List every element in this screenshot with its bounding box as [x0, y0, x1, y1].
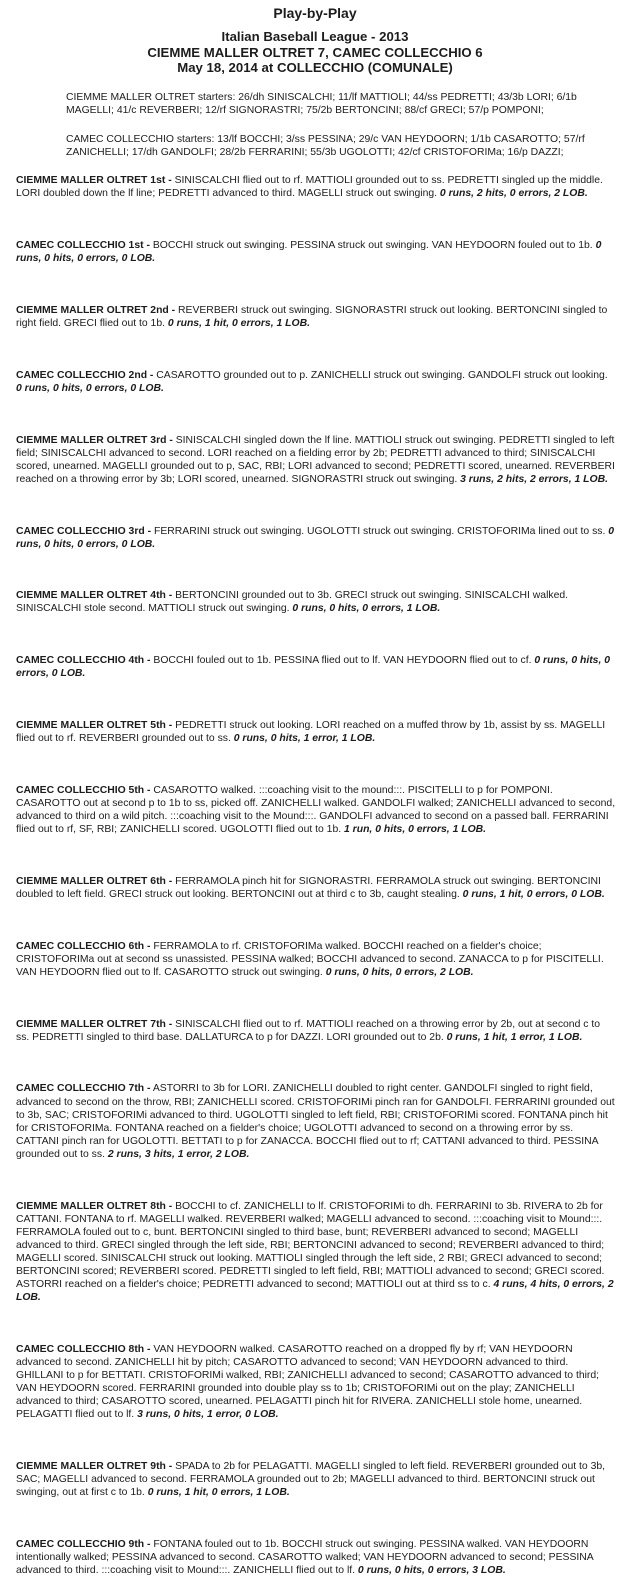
half-inning-summary: 0 runs, 0 hits, 0 errors, 2 LOB. [325, 966, 474, 978]
half-inning-plays: FONTANA fouled out to 1b. BOCCHI struck out swinging. PESSINA walked. VAN HEYDOORN intentionally walked; PESSINA advanced to second. CASAROTTO walked; VAN HEYDOORN advanced to second; PESSINA advanced to third. :::coaching visit to Mound:::. ZANICHELLI flied out to lf. [16, 1539, 594, 1577]
half-inning-team: CAMEC COLLECCHIO 5th - [16, 784, 151, 796]
half-inning-summary: 0 runs, 0 hits, 0 errors, 0 LOB. [16, 655, 611, 680]
league-name: Italian Baseball League - 2013 [221, 28, 409, 44]
innings-list [0, 174, 630, 1577]
half-inning-summary: 1 run, 0 hits, 0 errors, 1 LOB. [344, 824, 487, 836]
starters-visitor: CIEMME MALLER OLTRET starters: 26/dh SINISCALCHI; 11/lf MATTIOLI; 44/ss PEDRETTI; 43/3b LORI; 6/1b MAGELLI; 41/c REVERBERI; 12/rf SIGNORASTRI; 75/2b BERTONCINI; 88/cf GRECI; 57/p POMPONI; [66, 92, 577, 117]
half-inning [16, 1538, 616, 1577]
starters-home: CAMEC COLLECCHIO starters: 13/lf BOCCHI; 3/ss PESSINA; 29/c VAN HEYDOORN; 1/1b CASAROTTO; 57/rf ZANICHELLI; 17/dh GANDOLFI; 28/2b FERRARINI; 55/3b UGOLOTTI; 42/cf CRISTOFORIMa; 16/p DAZZI; [66, 134, 585, 159]
half-inning-plays: FERRAMOLA pinch hit for SIGNORASTRI. FERRAMOLA struck out swinging. BERTONCINI doubled to left field. GRECI struck out looking. BERTONCINI out at third c to 3b, caught stealing. [16, 875, 601, 900]
half-inning [16, 1460, 616, 1499]
half-inning-team: CIEMME MALLER OLTRET 9th - [16, 1461, 173, 1473]
half-inning [16, 304, 616, 330]
half-inning-plays: CASAROTTO grounded out to p. ZANICHELLI struck out swinging. GANDOLFI struck out looking. [156, 369, 608, 381]
game-score: CIEMME MALLER OLTRET 7, CAMEC COLLECCHIO 6 [147, 44, 483, 60]
half-inning [16, 434, 616, 486]
half-inning-plays: ASTORRI to 3b for LORI. ZANICHELLI doubled to right center. GANDOLFI singled to right field, advanced to second on the throw, RBI; ZANICHELLI scored. CRISTOFORIMi pinch ran for GANDOLFI. FERRARINI grounded out to 3b, SAC; CRISTOFORIMi advanced to third. UGOLOTTI singled to left field, RBI; CRISTOFORIMi scored. FONTANA pinch hit for CRISTOFORIMa. FONTANA reached on a fielder's choice; UGOLOTTI advanced to second on a throwing error by ss. CATTANI pinch ran for UGOLOTTI. BETTATI to p for ZANACCA. BOCCHI flied out to rf; CATTANI advanced to third. PESSINA grounded out to ss. [16, 1083, 615, 1160]
half-inning-team: CAMEC COLLECCHIO 6th - [16, 940, 151, 952]
half-inning [16, 1082, 616, 1161]
half-inning-plays: SINISCALCHI flied out to rf. MATTIOLI grounded out to ss. PEDRETTI singled up the middle. LORI doubled down the lf line; PEDRETTI advanced to third. MAGELLI struck out swinging. [16, 175, 603, 200]
report-title: Play-by-Play [273, 5, 357, 21]
half-inning-team: CIEMME MALLER OLTRET 4th - [16, 590, 173, 602]
half-inning [16, 654, 616, 680]
half-inning-plays: REVERBERI struck out swinging. SIGNORASTRI struck out looking. BERTONCINI singled to right field. GRECI flied out to 1b. [16, 304, 608, 329]
half-inning-summary: 0 runs, 0 hits, 0 errors, 0 LOB. [16, 382, 164, 394]
half-inning-summary: 0 runs, 0 hits, 1 error, 1 LOB. [233, 733, 376, 745]
half-inning-summary: 0 runs, 2 hits, 0 errors, 2 LOB. [439, 188, 588, 200]
half-inning-summary: 0 runs, 0 hits, 0 errors, 3 LOB. [357, 1565, 506, 1577]
half-inning-summary: 4 runs, 4 hits, 0 errors, 2 LOB. [16, 1279, 614, 1304]
half-inning-plays: SINISCALCHI flied out to rf. MATTIOLI reached on a throwing error by 2b, out at second c to ss. PEDRETTI singled to third base. DALLATURCA to p for DAZZI. LORI grounded out to 2b. [16, 1018, 600, 1043]
half-inning [16, 239, 616, 265]
half-inning-summary: 0 runs, 1 hit, 0 errors, 0 LOB. [462, 888, 605, 900]
half-inning-summary: 3 runs, 0 hits, 1 error, 0 LOB. [137, 1409, 279, 1421]
half-inning-team: CAMEC COLLECCHIO 7th - [16, 1083, 151, 1095]
half-inning-team: CAMEC COLLECCHIO 4th - [16, 655, 151, 667]
half-inning [16, 940, 616, 979]
half-inning-team: CIEMME MALLER OLTRET 7th - [16, 1018, 173, 1030]
half-inning-plays: BERTONCINI grounded out to 3b. GRECI struck out swinging. SINISCALCHI walked. SINISCALCHI stole second. MATTIOLI struck out swinging. [16, 590, 569, 615]
half-inning-team: CIEMME MALLER OLTRET 2nd - [16, 304, 176, 316]
half-inning-summary: 3 runs, 2 hits, 2 errors, 1 LOB. [460, 473, 608, 485]
half-inning [16, 719, 616, 745]
half-inning-summary: 0 runs, 0 hits, 0 errors, 1 LOB. [292, 603, 441, 615]
half-inning [16, 784, 616, 836]
half-inning-plays: CASAROTTO walked. :::coaching visit to the mound:::. PISCITELLI to p for POMPONI. CASAROTTO out at second p to 1b to ss, picked off. ZANICHELLI walked. GANDOLFI walked; ZANICHELLI advanced to second, advanced to third on a wild pitch. :::coaching visit to the Mound:::. GANDOLFI advanced to second on a passed ball. FERRARINI flied out to rf, SF, RBI; ZANICHELLI scored. UGOLOTTI flied out to 1b. [16, 784, 616, 836]
half-inning-summary: 0 runs, 1 hit, 1 error, 1 LOB. [446, 1031, 583, 1043]
half-inning-team: CIEMME MALLER OLTRET 6th - [16, 875, 173, 887]
half-inning [16, 174, 616, 200]
half-inning-team: CAMEC COLLECCHIO 1st - [16, 240, 150, 252]
half-inning-plays: FERRARINI struck out swinging. UGOLOTTI struck out swinging. CRISTOFORIMa lined out to ss. [153, 525, 606, 537]
half-inning-summary: 0 runs, 1 hit, 0 errors, 1 LOB. [147, 1487, 290, 1499]
half-inning-summary: 2 runs, 3 hits, 1 error, 2 LOB. [107, 1148, 250, 1160]
half-inning-team: CAMEC COLLECCHIO 8th - [16, 1344, 151, 1356]
half-inning [16, 369, 616, 395]
half-inning-team: CIEMME MALLER OLTRET 1st - [16, 175, 172, 187]
half-inning [16, 525, 616, 551]
half-inning-plays: BOCCHI struck out swinging. PESSINA struck out swinging. VAN HEYDOORN fouled out to 1b. [152, 240, 593, 252]
half-inning-plays: SINISCALCHI singled down the lf line. MATTIOLI struck out swinging. PEDRETTI singled to left field; SINISCALCHI advanced to second. LORI reached on a fielding error by 2b; PEDRETTI advanced to third; SINISCALCHI scored, unearned. MAGELLI grounded out to p, SAC, RBI; LORI advanced to second; PEDRETTI scored, unearned. REVERBERI reached on a throwing error by 3b; LORI scored, unearned. SIGNORASTRI struck out swinging. [16, 434, 615, 485]
half-inning [16, 875, 616, 901]
half-inning-plays: BOCCHI to cf. ZANICHELLI to lf. CRISTOFORIMi to dh. FERRARINI to 3b. RIVERA to 2b for CATTANI. FONTANA to rf. MAGELLI walked. REVERBERI walked; MAGELLI advanced to second. :::coaching visit to Mound:::. FERRAMOLA fouled out to c, bunt. BERTONCINI singled to third base, bunt; REVERBERI advanced to second; MAGELLI advanced to third. GRECI singled through the left side, RBI; BERTONCINI advanced to second; REVERBERI advanced to third; MAGELLI scored. SINISCALCHI struck out looking. MATTIOLI singled through the left side, 2 RBI; GRECI advanced to second; BERTONCINI scored; REVERBERI scored. PEDRETTI singled to left field, RBI; MATTIOLI advanced to second; GRECI scored. ASTORRI reached on a fielder's choice; PEDRETTI advanced to second; MATTIOLI out at third ss to c. [16, 1200, 605, 1291]
report-header [0, 0, 630, 76]
half-inning-plays: SPADA to 2b for PELAGATTI. MAGELLI singled to left field. REVERBERI grounded out to 3b, SAC; MAGELLI advanced to second. FERRAMOLA grounded out to 2b; MAGELLI advanced to third. BERTONCINI struck out swinging, out at first c to 1b. [16, 1461, 606, 1499]
half-inning-team: CIEMME MALLER OLTRET 5th - [16, 720, 173, 731]
half-inning-summary: 0 runs, 0 hits, 0 errors, 0 LOB. [16, 240, 602, 265]
half-inning-summary: 0 runs, 0 hits, 0 errors, 0 LOB. [16, 525, 615, 550]
half-inning-plays: VAN HEYDOORN walked. CASAROTTO reached on a dropped fly by rf; VAN HEYDOORN advanced to second. ZANICHELLI hit by pitch; CASAROTTO advanced to second; VAN HEYDOORN advanced to third. GHILLANI to p for BETTATI. CRISTOFORIMi walked, RBI; ZANICHELLI advanced to second; CASAROTTO advanced to third; VAN HEYDOORN scored. FERRARINI grounded into double play ss to 1b; CRISTOFORIMi out on the play; ZANICHELLI advanced to third; CASAROTTO scored, unearned. PELAGATTI pinch hit for RIVERA. ZANICHELLI stole home, unearned. PELAGATTI flied out to lf. [16, 1344, 600, 1421]
half-inning-plays: PEDRETTI struck out looking. LORI reached on a muffed throw by 1b, assist by ss. MAGELLI flied out to rf. REVERBERI grounded out to ss. [16, 720, 606, 745]
half-inning-plays: BOCCHI fouled out to 1b. PESSINA flied out to lf. VAN HEYDOORN flied out to cf. [153, 655, 532, 667]
half-inning-plays: FERRAMOLA to rf. CRISTOFORIMa walked. BOCCHI reached on a fielder's choice; CRISTOFORIMa out at second ss unassisted. PESSINA walked; BOCCHI advanced to second. ZANACCA to p for PISCITELLI. VAN HEYDOORN flied out to lf. CASAROTTO struck out swinging. [16, 940, 604, 978]
half-inning-team: CAMEC COLLECCHIO 3rd - [16, 525, 152, 537]
half-inning-team: CAMEC COLLECCHIO 9th - [16, 1539, 151, 1551]
half-inning [16, 589, 616, 615]
half-inning [16, 1200, 616, 1305]
game-date-venue: May 18, 2014 at COLLECCHIO (COMUNALE) [177, 60, 453, 76]
half-inning-team: CIEMME MALLER OLTRET 8th - [16, 1200, 173, 1212]
half-inning [16, 1018, 616, 1044]
half-inning-team: CIEMME MALLER OLTRET 3rd - [16, 434, 173, 446]
half-inning [16, 1343, 616, 1422]
half-inning-team: CAMEC COLLECCHIO 2nd - [16, 369, 154, 381]
half-inning-summary: 0 runs, 1 hit, 0 errors, 1 LOB. [167, 317, 310, 329]
